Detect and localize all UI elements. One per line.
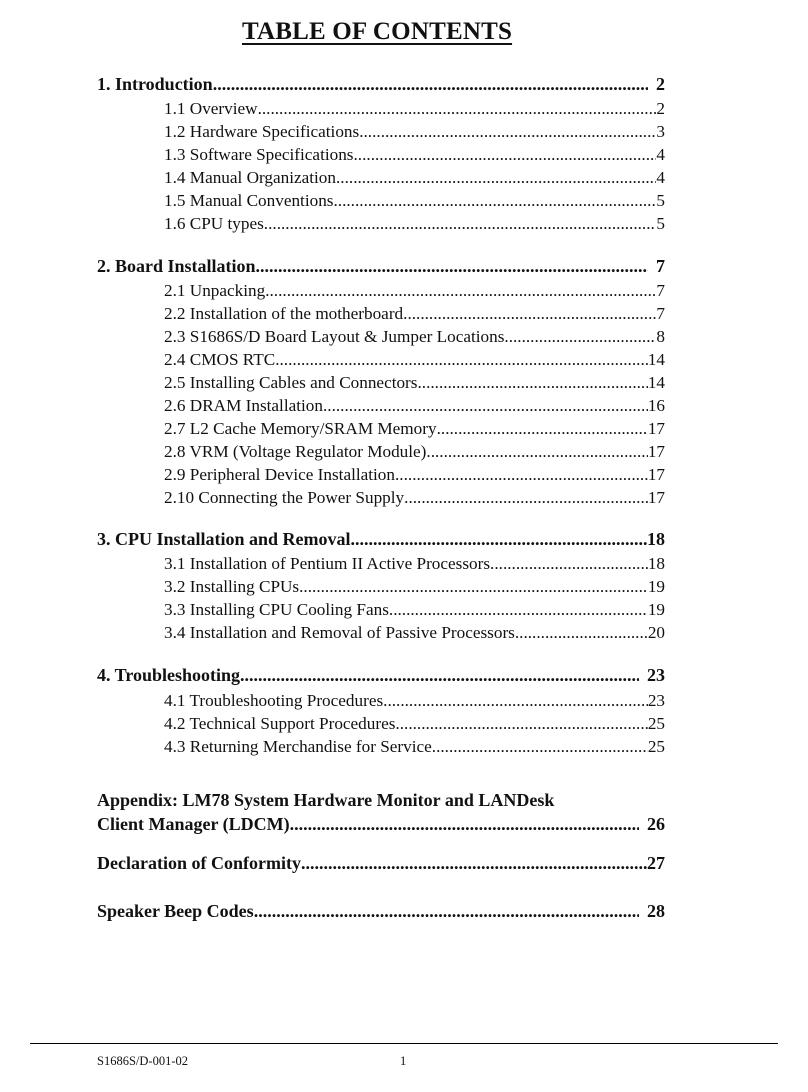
toc-entry-label: 2.6 DRAM Installation [164,396,323,415]
toc-entry[interactable] [164,488,665,508]
toc-entry[interactable] [164,577,665,597]
toc-entry[interactable] [164,168,665,188]
toc-speaker-beep-codes[interactable] [97,901,665,922]
toc-declaration[interactable] [97,853,665,874]
toc-entry[interactable] [164,623,665,643]
toc-entry-label: 2. Board Installation [97,256,256,276]
leader-dots [359,122,656,142]
toc-page-number: 4 [656,145,665,164]
toc-page-number: 5 [656,214,665,233]
toc-entry-label: 2.5 Installing Cables and Connectors [164,373,418,392]
toc-page-number: 14 [647,350,665,369]
toc-entry[interactable] [164,145,665,165]
leader-dots [490,554,648,574]
toc-entry-label: 2.2 Installation of the motherboard [164,304,404,323]
leader-dots [403,304,656,324]
toc-page-number: 19 [647,577,665,596]
leader-dots [301,853,647,874]
toc-page-number: 23 [647,691,665,710]
toc-page-number: 18 [647,554,665,573]
toc-page-number: 25 [647,714,665,733]
toc-page-number: 17 [647,465,665,484]
toc-page-number: 18 [647,529,665,549]
toc-entry[interactable] [164,214,665,234]
toc-page-number: 25 [647,737,665,756]
toc-page-number: 14 [647,373,665,392]
leader-dots [395,465,648,485]
toc-section-cpu-installation[interactable] [97,529,665,550]
toc-entry-label: 1.3 Software Specifications [164,145,354,164]
toc-entry-label: Client Manager (LDCM) [97,814,290,834]
toc-page-number: 7 [656,304,665,323]
toc-entry[interactable] [164,99,665,119]
toc-entry-label: 2.4 CMOS RTC [164,350,276,369]
toc-entry-label: 1.5 Manual Conventions [164,191,334,210]
toc-entry[interactable] [164,465,665,485]
toc-page-number: 4 [656,168,665,187]
toc-page-number: 19 [647,600,665,619]
leader-dots [351,529,647,550]
leader-dots [213,74,648,95]
toc-entry-label: 4. Troubleshooting [97,665,241,685]
toc-page-number: 23 [647,665,665,685]
toc-entry-label: 4.2 Technical Support Procedures [164,714,396,733]
footer-page-number: 1 [400,1054,407,1068]
toc-entry-label: 1.4 Manual Organization [164,168,336,187]
toc-entry[interactable] [164,304,665,324]
toc-entry-label: 3.2 Installing CPUs [164,577,300,596]
toc-appendix-line1[interactable]: Appendix: LM78 System Hardware Monitor and LANDesk [97,790,555,810]
toc-entry-label: 2.1 Unpacking [164,281,266,300]
leader-dots [240,665,639,686]
toc-appendix-line2[interactable] [97,814,665,835]
toc-entry-label: 2.7 L2 Cache Memory/SRAM Memory [164,419,437,438]
toc-entry-label: 1.6 CPU types [164,214,264,233]
toc-entry-label: 3.3 Installing CPU Cooling Fans [164,600,389,619]
toc-page-number: 2 [656,74,665,94]
leader-dots [504,327,656,347]
toc-page-number: 7 [656,256,665,276]
toc-entry[interactable] [164,327,665,347]
footer-doc-id: S1686S/D-001-02 [97,1054,188,1068]
toc-entry[interactable] [164,191,665,211]
toc-page-number: 17 [647,442,665,461]
leader-dots [323,396,648,416]
toc-entry-label: 3.4 Installation and Removal of Passive Processors [164,623,515,642]
toc-entry[interactable] [164,396,665,416]
leader-dots [417,373,647,393]
leader-dots [354,145,657,165]
leader-dots [336,168,656,188]
leader-dots [333,191,656,211]
toc-page-number: 7 [656,281,665,300]
toc-entry[interactable] [164,714,665,734]
toc-entry-label: 1.1 Overview [164,99,258,118]
leader-dots [254,901,639,922]
toc-page-number: 2 [656,99,665,118]
toc-entry-label: 3. CPU Installation and Removal [97,529,351,549]
leader-dots [258,99,657,119]
toc-entry-label: Declaration of Conformity [97,853,301,873]
toc-page-number: 17 [647,419,665,438]
toc-entry-label: 2.8 VRM (Voltage Regulator Module) [164,442,427,461]
toc-section-troubleshooting[interactable] [97,665,665,686]
footer-divider [30,1043,778,1044]
toc-entry-label: 4.1 Troubleshooting Procedures [164,691,384,710]
toc-entry-label: 2.9 Peripheral Device Installation [164,465,395,484]
leader-dots [256,256,648,277]
leader-dots [264,214,657,234]
toc-page-number: 5 [656,191,665,210]
leader-dots [383,691,648,711]
page-title: TABLE OF CONTENTS [241,18,513,45]
toc-page-number: 3 [656,122,665,141]
leader-dots [265,281,656,301]
toc-page-number: 8 [656,327,665,346]
toc-entry-label: 3.1 Installation of Pentium II Active Processors [164,554,491,573]
toc-entry[interactable] [164,281,665,301]
leader-dots [299,577,648,597]
toc-entry-label: 2.10 Connecting the Power Supply [164,488,405,507]
toc-section-board-installation[interactable] [97,256,665,277]
leader-dots [515,623,648,643]
toc-entry-label: 2.3 S1686S/D Board Layout & Jumper Locations [164,327,505,346]
toc-page-number: 16 [647,396,665,415]
toc-page-number: 17 [647,488,665,507]
toc-entry[interactable] [164,691,665,711]
leader-dots [426,442,647,462]
leader-dots [437,419,648,439]
toc-page-number: 28 [647,901,665,921]
leader-dots [290,814,639,835]
toc-page-number: 20 [647,623,665,642]
toc-entry-label: 1.2 Hardware Specifications [164,122,360,141]
toc-entry[interactable] [164,442,665,462]
toc-entry[interactable] [164,737,665,757]
toc-entry[interactable] [164,419,665,439]
leader-dots [389,600,648,620]
toc-section-introduction[interactable] [97,74,665,95]
toc-entry-label: Speaker Beep Codes [97,901,254,921]
toc-page-number: 26 [647,814,665,834]
leader-dots [432,737,648,757]
toc-entry-label: 4.3 Returning Merchandise for Service [164,737,432,756]
toc-entry-label: 1. Introduction [97,74,213,94]
toc-page-number: 27 [647,853,665,873]
leader-dots [404,488,648,508]
leader-dots [275,350,648,370]
toc-entry[interactable] [164,600,665,620]
toc-entry[interactable] [164,122,665,142]
leader-dots [395,714,647,734]
toc-entry[interactable] [164,554,665,574]
toc-entry[interactable] [164,373,665,393]
toc-entry[interactable] [164,350,665,370]
